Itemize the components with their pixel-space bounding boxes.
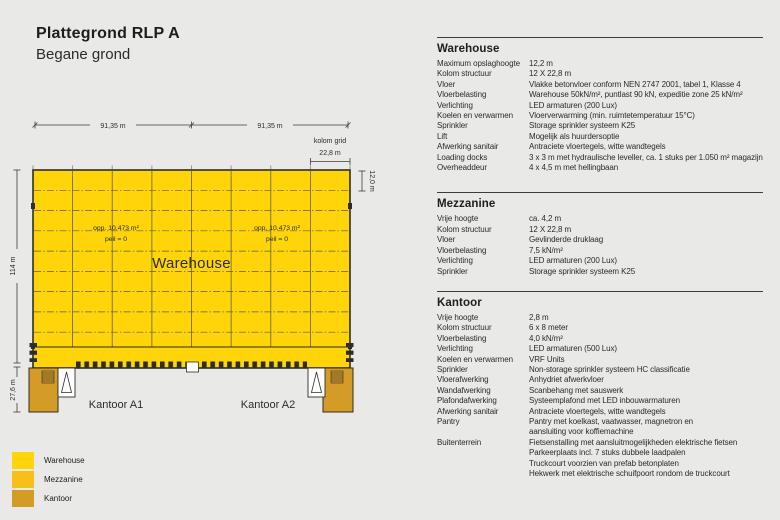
kolom-grid-label: kolom grid [313, 138, 347, 145]
kantoor-a2-label: Kantoor A2 [240, 399, 296, 411]
spec-row [437, 101, 763, 111]
spec-row-value: LED armaturen (500 Lux) [529, 344, 617, 354]
spec-row-value: 4,0 kN/m² [529, 333, 563, 343]
spec-row-label: Vloerbelasting [437, 90, 487, 100]
spec-row-value: Warehouse 50kN/m², puntlast 90 kN, expeditie zone 25 kN/m² [529, 90, 743, 100]
spec-row-value: Mogelijk als huurdersoptie [529, 131, 620, 141]
warehouse-label: Warehouse [152, 255, 231, 272]
kolom-grid-value: 22,8 m [319, 150, 341, 157]
spec-row-value: Vlakke betonvloer conform NEN 2747 2001, tabel 1, Klasse 4 [529, 79, 741, 89]
spec-row [437, 448, 763, 458]
entrance-ramp-left [58, 368, 75, 397]
legend-label: Warehouse [44, 456, 85, 465]
spec-row [437, 256, 763, 266]
spec-row [437, 344, 763, 354]
spec-section-title: Mezzanine [437, 198, 496, 211]
kantoor-a2-block [323, 368, 353, 412]
spec-row-label: Vloerbelasting [437, 245, 487, 255]
spec-row-value: Systeemplafond met LED inbouwarmaturen [529, 396, 680, 406]
spec-row-label [437, 469, 529, 479]
dimension-right-bay [359, 171, 366, 191]
area-right-label: opp. 10.473 m² [254, 225, 300, 232]
specifications-panel [437, 37, 763, 479]
legend-item-mezzanine [12, 471, 85, 488]
spec-row-label: Sprinkler [437, 121, 468, 131]
spec-row-label: Verlichting [437, 100, 473, 110]
loading-docks-right [199, 362, 307, 368]
spec-row-value: 3 x 3 m met hydraulische leveller, ca. 1 stuks per 1.050 m² magazijn [529, 152, 763, 162]
spec-row [437, 59, 763, 69]
dimension-kolom-grid [310, 158, 350, 165]
spec-row-value: Truckcourt voorzien van prefab betonplaten [529, 458, 679, 468]
spec-row [437, 375, 763, 385]
spec-row-label: Maximum opslaghoogte [437, 59, 520, 68]
spec-row-value: aansluiting voor koffiemachine [529, 427, 634, 437]
floor-plan-drawing [0, 0, 410, 440]
spec-row-value: VRF Units [529, 354, 565, 364]
legend-item-warehouse [12, 452, 85, 469]
spec-row-value: Gevlinderde druklaag [529, 235, 604, 245]
spec-row-label: Kolom structuur [437, 323, 492, 333]
legend-label: Mezzanine [44, 475, 83, 484]
spec-row-value: Storage sprinkler systeem K25 [529, 266, 636, 276]
spec-row-value: 2,8 m [529, 312, 549, 322]
stairs-left [42, 371, 54, 383]
spec-row [437, 80, 763, 90]
spec-row-value: Storage sprinkler systeem K25 [529, 121, 636, 131]
spec-row [437, 267, 763, 277]
kantoor-a1-label: Kantoor A1 [88, 399, 144, 411]
level-left-label: peil = 0 [104, 236, 128, 243]
spec-row-value: 12 X 22,8 m [529, 224, 572, 234]
spec-row-value: 7,5 kN/m² [529, 245, 563, 255]
spec-row-label: Verlichting [437, 256, 473, 266]
spec-rows-kantoor [437, 313, 763, 480]
spec-row-label: Overheaddeur [437, 163, 487, 173]
spec-row-label: Vloer [437, 235, 456, 245]
legend-swatch-kantoor [12, 490, 34, 507]
spec-row-label: Vrije hoogte [437, 214, 479, 224]
spec-section-kantoor [437, 291, 763, 480]
spec-row-value: Fietsenstalling met aansluitmogelijkheden elektrische fietsen [529, 437, 738, 447]
spec-row-label: Sprinkler [437, 364, 468, 374]
spec-row-value: 12 X 22,8 m [529, 69, 572, 79]
spec-row [437, 417, 763, 427]
spec-row-value: LED armaturen (200 Lux) [529, 256, 617, 266]
spec-row-value: Pantry met koelkast, vaatwasser, magnetron en [529, 416, 694, 426]
spec-row-value: 12,2 m [529, 59, 553, 68]
spec-row-label: Wandafwerking [437, 385, 491, 395]
spec-row-label: Plafondafwerking [437, 396, 497, 406]
spec-row-value: 4 x 4,5 m met hellingbaan [529, 163, 619, 173]
loading-docks-left [76, 362, 186, 368]
area-left-label: opp. 10.473 m² [93, 225, 139, 232]
side-docks-right [346, 343, 354, 362]
spec-row-value: ca. 4,2 m [529, 214, 562, 224]
spec-row [437, 459, 763, 469]
spec-row [437, 132, 763, 142]
spec-row [437, 469, 763, 479]
spec-row [437, 323, 763, 333]
spec-row-value: Antraciete vloertegels, witte wandtegels [529, 406, 666, 416]
spec-row-label [437, 448, 529, 458]
spec-row [437, 386, 763, 396]
legend-swatch-mezzanine [12, 471, 34, 488]
spec-row-value: Vloerverwarming (min. ruimtetemperatuur 15°C) [529, 111, 695, 121]
dim-right-bay: 12,0 m [368, 170, 375, 192]
spec-row [437, 214, 763, 224]
kantoor-a1-block [29, 368, 58, 412]
spec-section-warehouse [437, 37, 763, 173]
spec-row-label: Vrije hoogte [437, 312, 479, 322]
spec-row [437, 90, 763, 100]
spec-row-label: Sprinkler [437, 266, 468, 276]
spec-row [437, 365, 763, 375]
overheaddeur-ramp [187, 362, 199, 372]
side-docks-left [30, 343, 38, 362]
spec-section-mezzanine [437, 192, 763, 276]
dim-left-warehouse: 114 m [10, 256, 17, 276]
spec-row [437, 225, 763, 235]
spec-row [437, 438, 763, 448]
spec-row-label: Kolom structuur [437, 224, 492, 234]
spec-row [437, 163, 763, 173]
spec-row-label [437, 427, 529, 437]
stairs-right [331, 371, 343, 383]
spec-row-value: Anhydriet afwerkvloer [529, 375, 604, 385]
spec-row-label: Lift [437, 131, 448, 141]
spec-row-label: Vloer [437, 79, 456, 89]
entrance-ramp-right [308, 368, 325, 397]
legend-label: Kantoor [44, 494, 73, 503]
spec-row-label [437, 459, 529, 469]
level-right-label: peil = 0 [265, 236, 289, 243]
spec-row-label: Vloerafwerking [437, 375, 489, 385]
spec-row-label: Vloerbelasting [437, 333, 487, 343]
spec-section-title: Warehouse [437, 43, 500, 55]
spec-row [437, 69, 763, 79]
spec-row-label: Afwerking sanitair [437, 142, 499, 152]
spec-row [437, 121, 763, 131]
spec-row-label: Verlichting [437, 344, 473, 354]
spec-row-label: Afwerking sanitair [437, 406, 499, 416]
spec-row [437, 355, 763, 365]
spec-row [437, 427, 763, 437]
spec-row-value: Scanbehang met sauswerk [529, 385, 624, 395]
page-title: Plattegrond RLP A [36, 25, 180, 42]
spec-row [437, 313, 763, 323]
spec-row-label: Loading docks [437, 152, 488, 162]
spec-row [437, 396, 763, 406]
spec-row [437, 246, 763, 256]
legend [12, 452, 85, 509]
spec-row [437, 334, 763, 344]
dimension-top [33, 122, 351, 129]
spec-row-label: Koelen en verwarmen [437, 354, 513, 364]
spec-row-label: Buitenterrein [437, 437, 482, 447]
legend-item-kantoor [12, 490, 85, 507]
spec-row [437, 407, 763, 417]
spec-row [437, 153, 763, 163]
dim-left-kantoor: 27,6 m [10, 379, 17, 401]
spec-row-label: Koelen en verwarmen [437, 111, 513, 121]
legend-swatch-warehouse [12, 452, 34, 469]
dim-top-left: 91,35 m [100, 123, 126, 130]
spec-section-title: Kantoor [437, 296, 482, 309]
spec-row [437, 142, 763, 152]
spec-row-label: Pantry [437, 416, 460, 426]
spec-row-value: Hekwerk met elektrische schuifpoort rondom de truckcourt [529, 469, 730, 478]
spec-row-value: 6 x 8 meter [529, 323, 568, 333]
spec-row-value: Non-storage sprinkler systeem HC classificatie [529, 364, 690, 374]
spec-row [437, 235, 763, 245]
spec-rows-warehouse [437, 59, 763, 173]
page-subtitle: Begane grond [36, 46, 131, 63]
spec-row-value: Antraciete vloertegels, witte wandtegels [529, 142, 666, 152]
spec-row-label: Kolom structuur [437, 69, 492, 79]
spec-row-value: Parkeerplaats incl. 7 stuks dubbele laadpalen [529, 448, 686, 458]
spec-rows-mezzanine [437, 214, 763, 276]
dim-top-right: 91,35 m [257, 123, 283, 130]
spec-row [437, 111, 763, 121]
spec-row-value: LED armaturen (200 Lux) [529, 100, 617, 110]
